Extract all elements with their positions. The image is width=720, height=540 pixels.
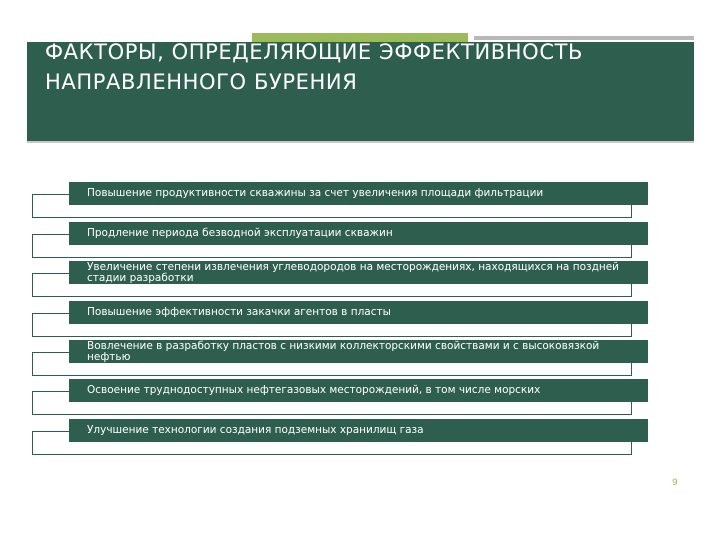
item-bracket-top (32, 273, 70, 274)
factor-label: Продление периода безводной эксплуатации скважин (69, 222, 648, 245)
factor-label: Освоение труднодоступных нефтегазовых месторождений, в том числе морских (69, 379, 648, 402)
factor-label: Увеличение степени извлечения углеводородов на месторождениях, находящихся на поздней стадии разработки (69, 261, 648, 284)
item-bracket-top (32, 234, 70, 235)
factor-label: Повышение продуктивности скважины за счет увеличения площади фильтрации (69, 182, 648, 205)
factor-label: Улучшение технологии создания подземных хранилищ газа (69, 419, 648, 442)
item-bracket-top (32, 391, 70, 392)
page-number: 9 (672, 478, 678, 488)
item-bracket-top (32, 352, 70, 353)
item-bracket-top (32, 313, 70, 314)
factor-label: Вовлечение в разработку пластов с низкими коллекторскими свойствами и с высоковязкой нефтью (69, 340, 648, 363)
slide-title: ФАКТОРЫ, ОПРЕДЕЛЯЮЩИЕ ЭФФЕКТИВНОСТЬ НАПРАВЛЕННОГО БУРЕНИЯ (45, 40, 584, 94)
item-bracket-top (32, 431, 70, 432)
factor-label: Повышение эффективности закачки агентов в пласты (69, 301, 648, 324)
item-bracket-top (32, 194, 70, 195)
